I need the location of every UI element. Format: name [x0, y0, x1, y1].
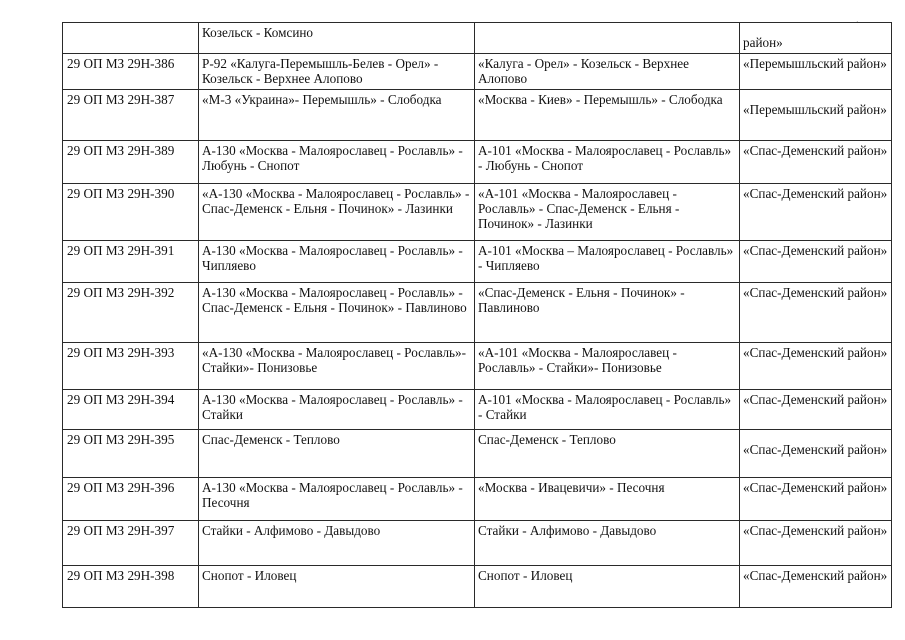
road-former-name: «Калуга - Орел» - Козельск - Верхнее Алопово	[475, 54, 740, 90]
district-name: «Спас-Деменский район»	[740, 521, 892, 566]
road-former-name: «А-101 «Москва - Малоярославец - Рославль» - Стайки»- Понизовье	[475, 343, 740, 390]
table-row	[63, 283, 892, 343]
road-former-name: Спас-Деменск - Теплово	[475, 430, 740, 478]
table-row	[63, 241, 892, 283]
road-former-name: А-101 «Москва – Малоярославец - Рославль» - Чипляево	[475, 241, 740, 283]
road-code: 29 ОП МЗ 29Н-386	[63, 54, 199, 90]
road-code: 29 ОП МЗ 29Н-398	[63, 566, 199, 608]
road-code: 29 ОП МЗ 29Н-393	[63, 343, 199, 390]
road-name: А-130 «Москва - Малоярославец - Рославль» - Любунь - Снопот	[199, 141, 475, 184]
road-name: А-130 «Москва - Малоярославец - Рославль» - Спас-Деменск - Ельня - Починок» - Павлиново	[199, 283, 475, 343]
district-name: «Спас-Деменский район»	[740, 241, 892, 283]
district-name: «Спас-Деменский район»	[740, 390, 892, 430]
road-name: «А-130 «Москва - Малоярославец - Рославль»- Стайки»- Понизовье	[199, 343, 475, 390]
road-former-name: «Спас-Деменск - Ельня - Починок» - Павлиново	[475, 283, 740, 343]
road-code: 29 ОП МЗ 29Н-387	[63, 90, 199, 141]
district-name: «Перемышльский район»	[740, 90, 892, 141]
table-row	[63, 90, 892, 141]
table-row	[63, 184, 892, 241]
road-code: 29 ОП МЗ 29Н-392	[63, 283, 199, 343]
road-former-name: Стайки - Алфимово - Давыдово	[475, 521, 740, 566]
table-row	[63, 430, 892, 478]
road-name: А-130 «Москва - Малоярославец - Рославль» - Песочня	[199, 478, 475, 521]
road-code: 29 ОП МЗ 29Н-389	[63, 141, 199, 184]
road-code: 29 ОП МЗ 29Н-390	[63, 184, 199, 241]
table-row	[63, 521, 892, 566]
road-former-name: «Москва - Киев» - Перемышль» - Слободка	[475, 90, 740, 141]
road-name: «М-3 «Украина»- Перемышль» - Слободка	[199, 90, 475, 141]
road-name: А-130 «Москва - Малоярославец - Рославль» - Стайки	[199, 390, 475, 430]
road-former-name: А-101 «Москва - Малоярославец - Рославль» - Любунь - Снопот	[475, 141, 740, 184]
district-name: «Спас-Деменский район»	[740, 283, 892, 343]
district-name: район»	[740, 23, 892, 54]
road-name: Снопот - Иловец	[199, 566, 475, 608]
road-code: 29 ОП МЗ 29Н-395	[63, 430, 199, 478]
table-row	[63, 23, 892, 54]
road-name: Стайки - Алфимово - Давыдово	[199, 521, 475, 566]
table-row	[63, 343, 892, 390]
district-name: «Спас-Деменский район»	[740, 566, 892, 608]
road-name: Р-92 «Калуга-Перемышль-Белев - Орел» - Козельск - Верхнее Алопово	[199, 54, 475, 90]
table-row	[63, 390, 892, 430]
road-name: Козельск - Комсино	[199, 23, 475, 54]
road-former-name: А-101 «Москва - Малоярославец - Рославль» - Стайки	[475, 390, 740, 430]
district-name: «Перемышльский район»	[740, 54, 892, 90]
road-name: А-130 «Москва - Малоярославец - Рославль» - Чипляево	[199, 241, 475, 283]
road-code: 29 ОП МЗ 29Н-397	[63, 521, 199, 566]
road-code: 29 ОП МЗ 29Н-396	[63, 478, 199, 521]
road-former-name: «А-101 «Москва - Малоярославец - Рославль» - Спас-Деменск - Ельня - Починок» - Лазинки	[475, 184, 740, 241]
table-row	[63, 141, 892, 184]
road-code	[63, 23, 199, 54]
table-row	[63, 566, 892, 608]
district-name: «Спас-Деменский район»	[740, 478, 892, 521]
district-name: «Спас-Деменский район»	[740, 141, 892, 184]
district-name: «Спас-Деменский район»	[740, 184, 892, 241]
road-name: «А-130 «Москва - Малоярославец - Рославль» - Спас-Деменск - Ельня - Починок» - Лазинки	[199, 184, 475, 241]
district-name: «Спас-Деменский район»	[740, 430, 892, 478]
road-name: Спас-Деменск - Теплово	[199, 430, 475, 478]
roads-table	[62, 22, 892, 608]
district-name: «Спас-Деменский район»	[740, 343, 892, 390]
road-former-name: Снопот - Иловец	[475, 566, 740, 608]
table-row	[63, 478, 892, 521]
scan-speck: ·	[856, 18, 859, 27]
table-row	[63, 54, 892, 90]
road-former-name	[475, 23, 740, 54]
road-code: 29 ОП МЗ 29Н-394	[63, 390, 199, 430]
road-former-name: «Москва - Ивацевичи» - Песочня	[475, 478, 740, 521]
road-code: 29 ОП МЗ 29Н-391	[63, 241, 199, 283]
